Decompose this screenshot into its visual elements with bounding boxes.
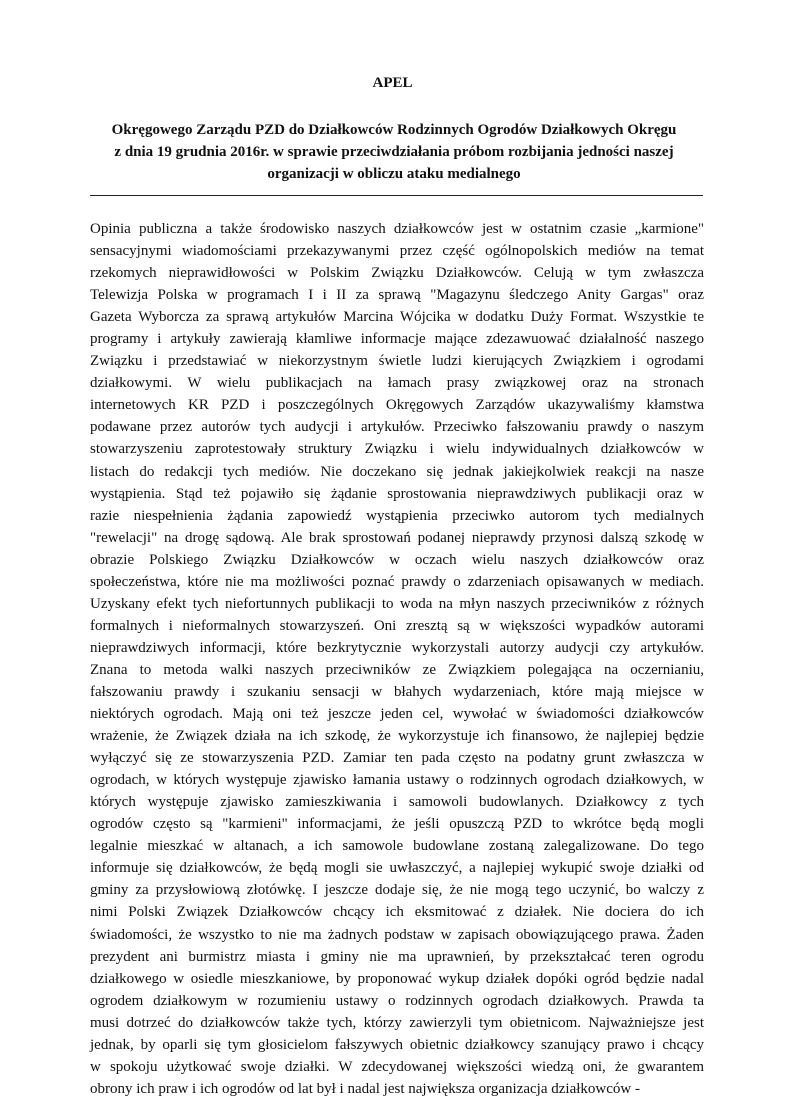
body-paragraph (90, 218, 704, 1100)
body-line: wrażenie, że Związek działa na ich szkodę, że wykorzystuje ich finansowo, że najlepiej będzie (90, 728, 704, 745)
body-line: gminy za przysłowiową złotówkę. I jeszcze dodaje się, że nie mogą tego uczynić, bo walczy z (90, 882, 704, 899)
body-line: świadomości, że wszystko to nie ma żadnych podstaw w zapisach obowiązującego prawa. Żaden (90, 926, 704, 943)
body-line: Telewizja Polska w programach I i II za sprawą "Magazynu śledczego Anity Gargas" oraz (90, 287, 704, 304)
body-line: obrazie Polskiego Związku Działkowców w oczach wielu naszych działkowców oraz (90, 551, 704, 568)
body-line: niektórych ogrodach. Mają oni też jeszcze jeden cel, wywołać w świadomości działkowców (90, 706, 704, 723)
body-line: obrony ich praw i ich ogrodów od lat był i nadal jest największa organizacja działkowców - (90, 1080, 640, 1097)
body-line: ogrodów często są "karmieni" informacjami, że jeśli opuszczą PZD to wkrótce będą mogli (90, 816, 704, 833)
body-line: Opinia publiczna a także środowisko naszych działkowców jest w ostatnim czasie „karmione" (90, 221, 704, 237)
body-line: listach do redakcji tych mediów. Nie doczekano się jednak jakiejkolwiek reakcji na nasze (90, 463, 704, 480)
body-line: podawane przez autorów tych audycji i artykułów. Przeciwko fałszowaniu prawdy o naszym (90, 419, 704, 436)
body-line: społeczeństwa, które nie ma możliwości poznać prawdy o zdarzeniach opisawanych w mediach. (90, 573, 704, 590)
body-line: ogrodach, w których występuje zjawisko łamania ustawy o rodzinnych ogrodach działkowych, w (90, 772, 704, 789)
body-line: w spokoju użytkować swoje działki. W zdecydowanej większości wiedzą oni, że gwarantem (90, 1058, 704, 1075)
body-line: formalnych i nieformalnych stowarzyszeń. Oni zresztą są w większości wypadków autorami (90, 617, 704, 634)
body-line: "rewelacji" na drogę sądową. Ale brak sprostowań podanej nieprawdy przynosi dalszą szkodę w (90, 529, 704, 546)
body-line: legalnie mieszkać w altanach, a ich samowole budowlane zostaną zalegalizowane. Do tego (90, 838, 704, 855)
body-line: Gazeta Wyborcza za sprawą artykułów Marcina Wójcika w dodatku Duży Format. Wszystkie te (90, 309, 704, 326)
horizontal-divider (90, 195, 703, 196)
subtitle-line: Okręgowego Zarządu PZD do Działkowców Rodzinnych Ogrodów Działkowych Okręgu (111, 122, 677, 138)
body-line: jednak, by oparli się tym głosicielom fałszywych obietnic działkowcy szanujący prawo i chcący (90, 1036, 704, 1053)
body-line: rzekomych nieprawidłowości w Polskim Związku Działkowców. Celują w tym zwłaszcza (90, 265, 704, 282)
body-line: nimi Polski Związek Działkowców chcący ich eksmitować z działek. Nie dociera do ich (90, 904, 704, 921)
body-line: prezydent ani burmistrz miasta i gminy nie ma uprawnień, by przekształcać teren ogrodu (90, 948, 704, 965)
document-subtitle (84, 119, 704, 185)
body-line: Znana to metoda walki naszych przeciwników ze Związkiem polegająca na oczernianiu, (90, 661, 704, 678)
subtitle-line: organizacji w obliczu ataku medialnego (267, 166, 521, 182)
body-line: musi dotrzeć do działkowców także tych, którzy zawierzyli tym obietnicom. Najważniejsze jest (90, 1014, 704, 1031)
body-line: stowarzyszeniu zaprotestowały struktury Związku i wielu indywidualnych działkowców w (90, 441, 704, 458)
body-line: sensacyjnymi wiadomościami przekazywanymi przez część ogólnopolskich mediów na temat (90, 243, 704, 260)
body-line: internetowych KR PZD i poszczególnych Okręgowych Zarządów ukazywaliśmy kłamstwa (90, 397, 704, 414)
body-line: wystąpienia. Stąd też pojawiło się żądanie sprostowania nieprawdziwych publikacji oraz w (90, 485, 704, 502)
body-line: działkowego w osiedle mieszkaniowe, by proponować wykup działek dopóki ogród będzie nadal (90, 970, 704, 987)
subtitle-line: z dnia 19 grudnia 2016r. w sprawie przeciwdziałania próbom rozbijania jedności naszej (114, 144, 674, 160)
body-line: fałszowaniu prawdy i szukaniu sensacji w błahych wydarzeniach, które mają miejsce w (90, 683, 704, 700)
body-line: Uzyskany efekt tych niefortunnych publikacji to woda na młyn naszych przeciwników z różnych (90, 595, 704, 612)
body-line: których występuje zjawisko zamieszkiwania i samowoli budowlanych. Działkowcy z tych (90, 794, 704, 811)
body-line: razie niespełnienia żądania zapowiedź wystąpienia przeciwko autorom tych medialnych (90, 507, 704, 524)
body-line: ogrodem działkowym w rozumieniu ustawy o rodzinnych ogrodach działkowych. Prawda ta (90, 992, 704, 1009)
body-line: wyłączyć się ze stowarzyszenia PZD. Zamiar ten pada często na podatny grunt zwłaszcza w (90, 750, 704, 767)
body-line: Związku i przedstawiać w niekorzystnym świetle ludzi kierujących Związkiem i ogrodami (90, 353, 704, 370)
body-line: informuje się działkowców, że będą mogli sie uwłaszczyć, a najlepiej wykupić swoje działki od (90, 860, 704, 877)
body-line: działkowymi. W wielu publikacjach na łamach prasy związkowej oraz na stronach (90, 375, 704, 392)
body-line: nieprawdziwych informacji, które bezkrytycznie wykorzystali autorzy audycji czy artykułów. (90, 639, 704, 656)
body-line: programy i artykuły zawierają kłamliwe informacje mające zdezawuować działalność naszego (90, 331, 704, 348)
document-title: APEL (372, 75, 413, 91)
